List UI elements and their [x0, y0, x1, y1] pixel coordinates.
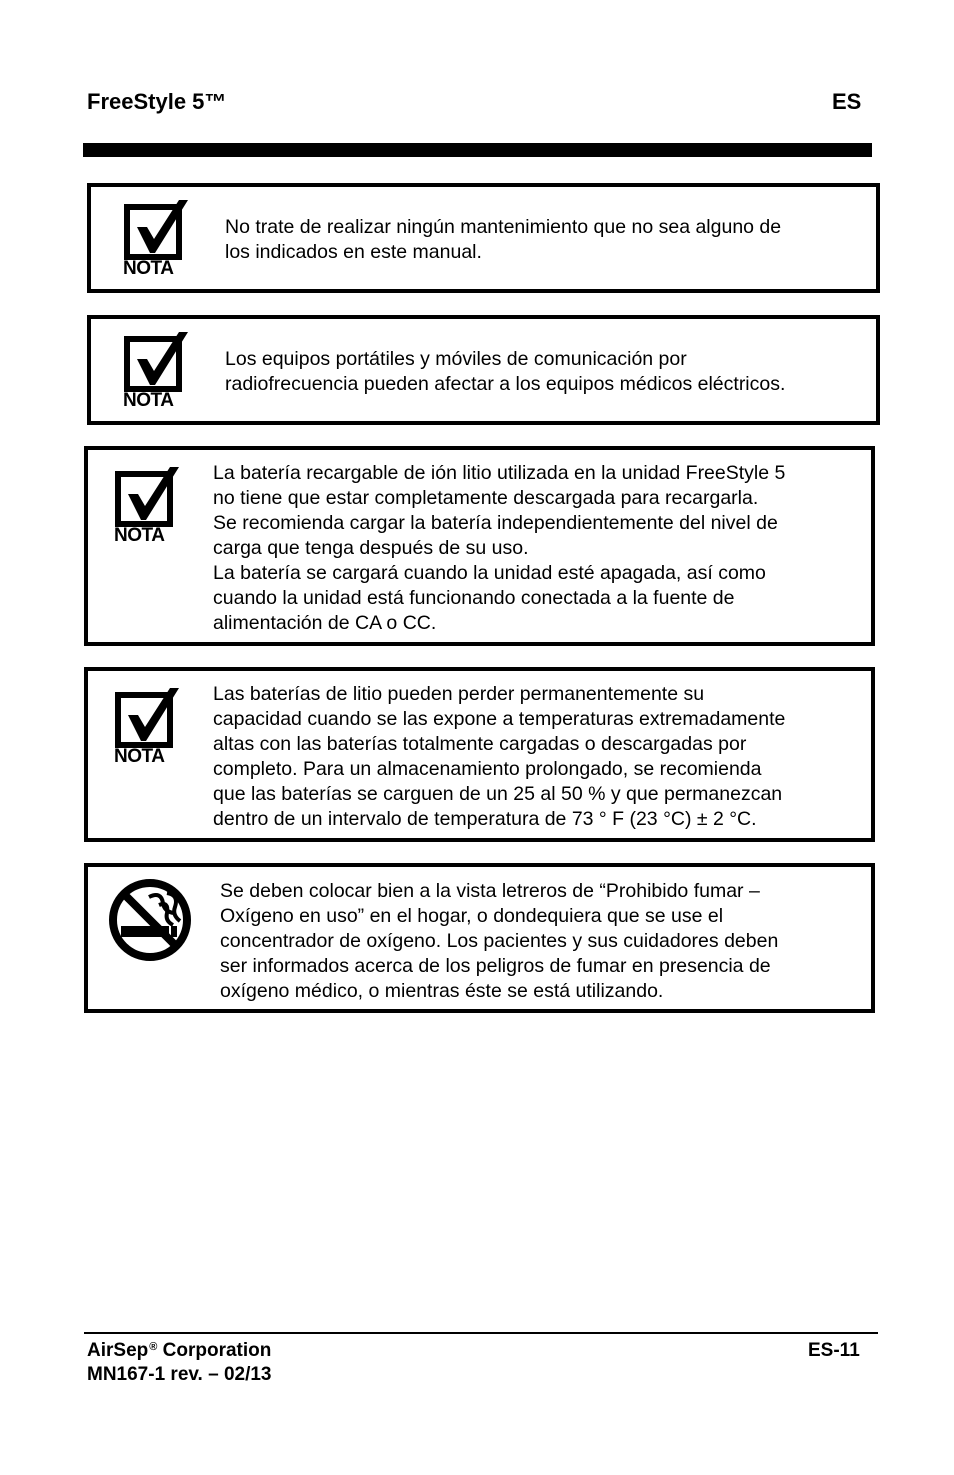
text-line: oxígeno médico, o mientras éste se está utilizando.	[220, 980, 664, 1002]
note-label: NOTA	[114, 525, 165, 546]
text-line: no tiene que estar completamente descargada para recargarla.	[213, 487, 759, 509]
note-icon	[123, 329, 193, 411]
company-brand: AirSep	[87, 1340, 149, 1361]
check-mark-icon	[123, 197, 189, 261]
registered-mark: ®	[149, 1341, 158, 1353]
warning-text	[220, 879, 778, 1004]
text-line: altas con las baterías totalmente cargadas o descargadas por	[213, 733, 747, 755]
footer-company-block	[87, 1339, 272, 1387]
note-text	[225, 347, 785, 397]
text-line: Se deben colocar bien a la vista letreros de “Prohibido fumar –	[220, 880, 760, 902]
note-box	[84, 446, 875, 646]
note-icon	[114, 685, 184, 767]
text-line: ser informados acerca de los peligros de fumar en presencia de	[220, 955, 771, 977]
check-mark-icon	[114, 464, 180, 528]
text-line: cuando la unidad está funcionando conectada a la fuente de	[213, 587, 735, 609]
note-icon	[123, 197, 193, 279]
note-text	[225, 215, 781, 265]
footer-rule	[84, 1332, 878, 1334]
check-mark-icon	[114, 685, 180, 749]
text-line: La batería se cargará cuando la unidad esté apagada, así como	[213, 562, 766, 584]
note-label: NOTA	[123, 258, 174, 279]
text-line: capacidad cuando se las expone a temperaturas extremadamente	[213, 708, 786, 730]
note-label: NOTA	[123, 390, 174, 411]
note-box	[84, 667, 875, 842]
text-line: Las baterías de litio pueden perder permanentemente su	[213, 683, 705, 705]
note-label: NOTA	[114, 746, 165, 767]
text-line: Oxígeno en uso” en el hogar, o dondequiera que se use el	[220, 905, 724, 927]
text-line: dentro de un intervalo de temperatura de 73 ° F (23 °C) ± 2 °C.	[213, 808, 757, 830]
text-line: completo. Para un almacenamiento prolongado, se recomienda	[213, 758, 762, 780]
document-reference: MN167-1 rev. – 02/13	[87, 1364, 272, 1385]
note-box	[87, 183, 880, 293]
company-name	[87, 1339, 272, 1363]
warning-box	[84, 863, 875, 1013]
text-line: carga que tenga después de su uso.	[213, 537, 529, 559]
check-mark-icon	[123, 329, 189, 393]
text-line: Se recomienda cargar la batería independientemente del nivel de	[213, 512, 778, 534]
note-icon	[114, 464, 184, 546]
text-line: que las baterías se carguen de un 25 al 50 % y que permanezcan	[213, 783, 783, 805]
note-text	[213, 682, 785, 832]
header-rule	[83, 143, 872, 157]
company-suffix: Corporation	[157, 1340, 272, 1361]
note-box	[87, 315, 880, 425]
text-line: No trate de realizar ningún mantenimiento que no sea alguno de	[225, 216, 782, 238]
note-text	[213, 461, 785, 636]
no-smoking-icon	[107, 877, 193, 963]
text-line: concentrador de oxígeno. Los pacientes y sus cuidadores deben	[220, 930, 779, 952]
text-line: La batería recargable de ión litio utilizada en la unidad FreeStyle 5	[213, 462, 786, 484]
text-line: Los equipos portátiles y móviles de comunicación por	[225, 348, 687, 370]
language-code: ES	[832, 89, 862, 114]
text-line: alimentación de CA o CC.	[213, 612, 437, 634]
text-line: radiofrecuencia pueden afectar a los equipos médicos eléctricos.	[225, 373, 786, 395]
page-number: ES-11	[808, 1340, 860, 1361]
text-line: los indicados en este manual.	[225, 241, 482, 263]
document-title: FreeStyle 5™	[87, 89, 227, 114]
